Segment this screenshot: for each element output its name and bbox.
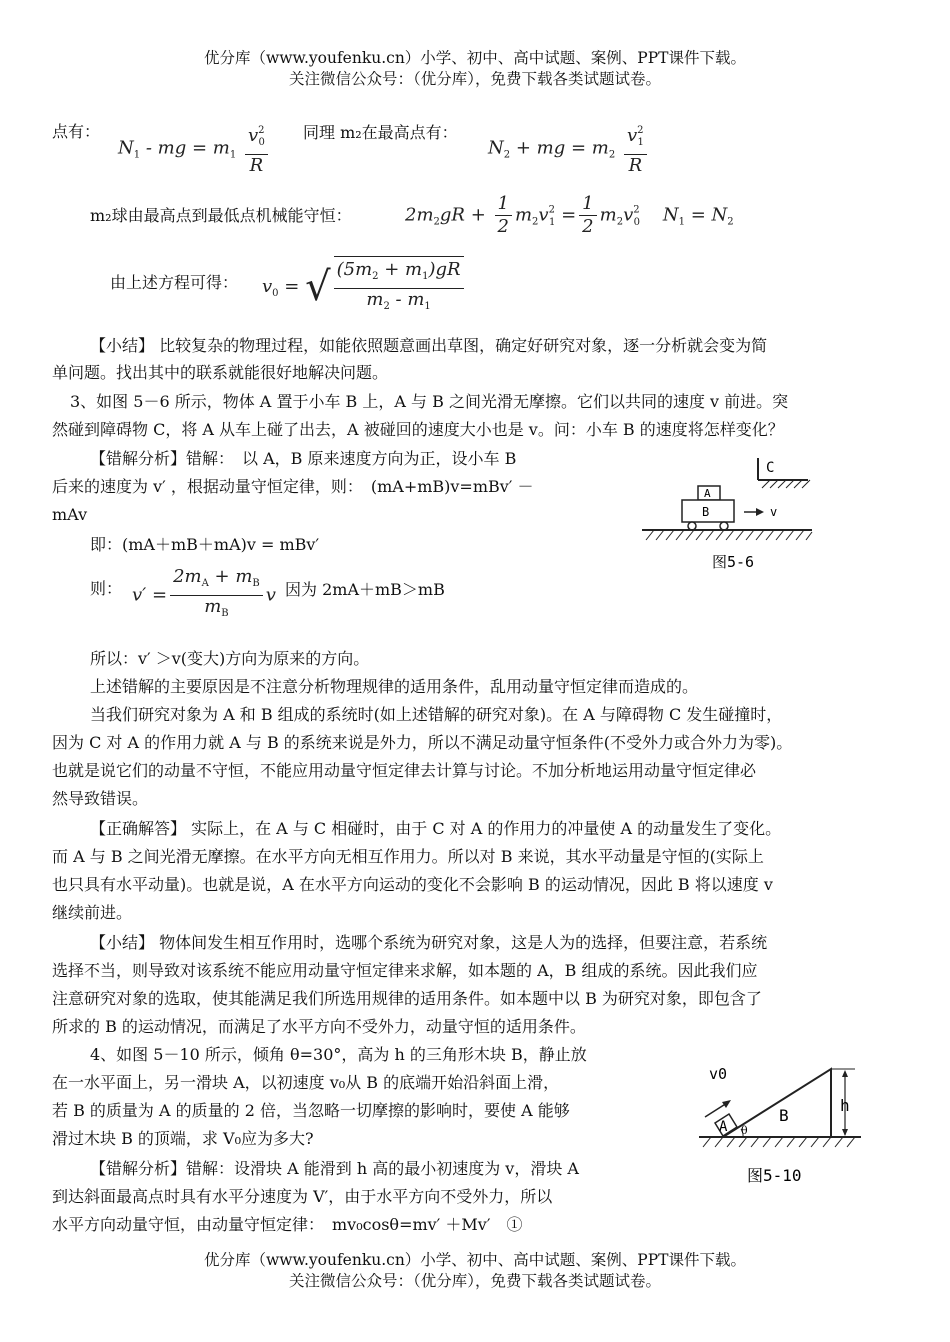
- q3-reason-line4: 也就是说它们的动量不守恒，不能应用动量守恒定律去计算与讨论。不加分析地运用动量守恒定律必: [52, 761, 757, 780]
- energy-conservation-label: m₂球由最高点到最低点机械能守恒：: [90, 206, 352, 225]
- q3-line1: 3、如图 5－6 所示，物体 A 置于小车 B 上，A 与 B 之间光滑无摩擦。它们以共同的速度 v 前进。突: [70, 392, 789, 411]
- q4-line6: 到达斜面最高点时具有水平分速度为 V′，由于水平方向不受外力，所以: [52, 1187, 553, 1206]
- page-header-line2: 关注微信公众号：（优分库），免费下载各类试题试卷。: [288, 70, 661, 88]
- lowest-point-label: 点有：: [52, 122, 101, 141]
- equation-vprime: v′ = $\frac{2m_A + m_B}{m_B}$ v: [132, 566, 276, 619]
- q3-summary-line3: 注意研究对象的选取，使其能满足我们所选用规律的适用条件。如本题中以 B 为研究对象，即包含了: [52, 989, 762, 1008]
- figure-5-10: [695, 1055, 865, 1195]
- q3-wrong-line2: 后来的速度为 v′ ，根据动量守恒定律，则： (mA+mB)v=mBv′ －: [52, 477, 534, 496]
- q3-wrong-line5-because: 因为 2mA＋mB＞mB: [285, 580, 445, 599]
- q3-summary-line2: 选择不当，则导致对该系统不能应用动量守恒定律来求解，如本题的 A，B 组成的系统。因此我们应: [52, 961, 758, 980]
- q3-correct-line3: 也只具有水平动量)。也就是说，A 在水平方向运动的变化不会影响 B 的运动情况，因此 B 将以速度 v: [52, 875, 773, 894]
- summary1-line1: 【小结】 比较复杂的物理过程，如能依照题意画出草图，确定好研究对象，逐一分析就会变为简: [90, 336, 768, 355]
- page-header-line1: 优分库（www.youfenku.cn）小学、初中、高中试题、案例、PPT课件下载。: [203, 49, 747, 67]
- q3-summary-line1: 【小结】 物体间发生相互作用时，选哪个系统为研究对象，这是人为的选择，但要注意，若系统: [90, 933, 768, 952]
- q3-line2: 然碰到障碍物 C，将 A 从车上碰了出去，A 被碰回的速度大小也是 v。问：小车 B 的速度将怎样变化？: [52, 420, 784, 439]
- label-v: v: [770, 505, 778, 519]
- label-theta: θ: [741, 1124, 748, 1137]
- q3-wrong-line5-label: 则：: [90, 579, 123, 598]
- q3-reason-line1: 上述错解的主要原因是不注意分析物理规律的适用条件，乱用动量守恒定律而造成的。: [90, 677, 699, 696]
- page-footer-line2: 关注微信公众号：（优分库），免费下载各类试题试卷。: [288, 1272, 661, 1290]
- equation-n2: $N_2$ + mg = $m_2$ $\frac{v^2_1}{R}$: [488, 120, 650, 177]
- same-highest-label: 同理 m₂在最高点有：: [303, 123, 458, 142]
- equation-energy: $2m_2gR$ + $\frac{1}{2}$ $m_2v^2_1$ = $\frac{1}{2}$ $m_2v^2_0$ $N_1 = N_2$: [405, 193, 734, 237]
- q3-correct-line1: 【正确解答】 实际上，在 A 与 C 相碰时，由于 C 对 A 的作用力的冲量使 A 的动量发生了变化。: [90, 819, 782, 838]
- q4-line2: 在一水平面上，另一滑块 A，以初速度 v₀从 B 的底端开始沿斜面上滑，: [52, 1073, 560, 1092]
- label-c: C: [766, 460, 775, 476]
- q3-reason-line3: 因为 C 对 A 的作用力就 A 与 B 的系统来说是外力，所以不满足动量守恒条件(不受外力或合外力为零)。: [52, 733, 793, 752]
- label-v0: v0: [709, 1065, 728, 1083]
- label-a-block: A: [719, 1119, 728, 1135]
- figure-5-6-caption: 图5-6: [712, 553, 755, 571]
- q3-wrong-line4: 即：(mA＋mB＋mA)v = mBv′: [90, 535, 320, 554]
- q3-summary-line4: 所求的 B 的运动情况，而满足了水平方向不受外力，动量守恒的适用条件。: [52, 1017, 586, 1036]
- q3-wrong-line6: 所以：v′ ＞v(变大)方向为原来的方向。: [90, 649, 370, 668]
- q4-line7: 水平方向动量守恒，由动量守恒定律： mv₀cosθ=mv′ ＋Mv′ ①: [52, 1215, 523, 1234]
- q4-line3: 若 B 的质量为 A 的质量的 2 倍，当忽略一切摩擦的影响时，要使 A 能够: [52, 1101, 570, 1120]
- q3-reason-line5: 然导致错误。: [52, 789, 149, 808]
- q3-reason-line2: 当我们研究对象为 A 和 B 组成的系统时(如上述错解的研究对象)。在 A 与障碍物 C 发生碰撞时，: [90, 705, 783, 724]
- q4-line5: 【错解分析】错解：设滑块 A 能滑到 h 高的最小初速度为 v，滑块 A: [90, 1159, 579, 1178]
- figure-5-6: [640, 450, 820, 575]
- q3-correct-line2: 而 A 与 B 之间光滑无摩擦。在水平方向无相互作用力。所以对 B 来说，其水平动量是守恒的(实际上: [52, 847, 764, 866]
- q4-line4: 滑过木块 B 的顶端，求 V₀应为多大?: [52, 1129, 314, 1148]
- label-b: B: [702, 505, 710, 519]
- page-footer-line1: 优分库（www.youfenku.cn）小学、初中、高中试题、案例、PPT课件下载。: [203, 1251, 747, 1269]
- result-label: 由上述方程可得：: [110, 273, 239, 292]
- label-a: A: [704, 487, 711, 500]
- summary1-line2: 单问题。找出其中的联系就能很好地解决问题。: [52, 363, 389, 382]
- equation-v0: $v_0$ = √ $\frac{(5m_2 + m_1)gR}{m_2 - m_1}$: [262, 256, 467, 318]
- q4-line1: 4、如图 5－10 所示，倾角 θ=30°，高为 h 的三角形木块 B，静止放: [90, 1045, 587, 1064]
- q3-wrong-line1: 【错解分析】错解： 以 A，B 原来速度方向为正，设小车 B: [90, 449, 517, 468]
- figure-5-10-caption: 图5-10: [747, 1166, 802, 1185]
- q3-wrong-line3: mAv: [52, 505, 88, 524]
- label-b-wedge: B: [779, 1106, 789, 1125]
- equation-n1: $N_1$ - mg = $m_1$ $\frac{v^2_0}{R}$: [118, 120, 271, 177]
- q3-correct-line4: 继续前进。: [52, 903, 133, 922]
- label-h: h: [840, 1096, 850, 1115]
